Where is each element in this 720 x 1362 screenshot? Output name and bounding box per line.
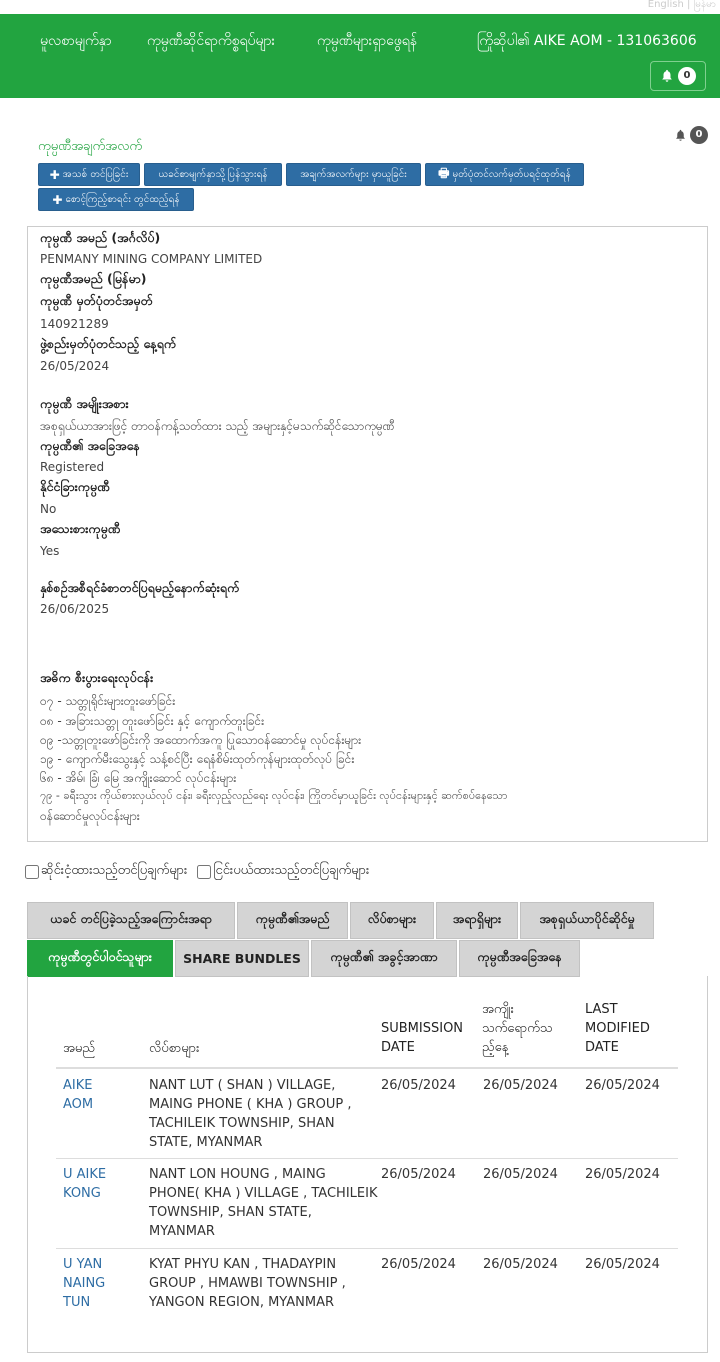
tab-filing-history[interactable]: ယခင် တင်ပြခဲ့သည့်အကြောင်းအရာ <box>27 902 235 939</box>
business-line: ဝန်ဆောင်မှုလုပ်ငန်းများ <box>40 809 140 823</box>
header-modified-line: MODIFIED <box>585 1021 650 1036</box>
tab-members[interactable]: ကုမ္ပဏီတွင်ပါဝင်သူများ <box>27 940 173 977</box>
reg-date-value: 26/05/2024 <box>40 359 110 373</box>
section-title: ကုမ္ပဏီအချက်အလက် <box>38 139 143 154</box>
reg-no-label: ကုမ္ပဏီ မှတ်ပုံတင်အမှတ် <box>40 293 153 308</box>
submission-date: 26/05/2024 <box>381 1167 456 1182</box>
rejected-label: ငြင်းပယ်ထားသည့်တင်ပြချက်များ <box>213 863 370 878</box>
annual-return-label: နှစ်စဉ်အစီရင်ခံစာတင်ပြရမည့်နောက်ဆုံးရက် <box>40 580 240 595</box>
tab-company-authority[interactable]: ကုမ္ပဏီ၏ အခွင့်အာဏာ <box>311 940 457 977</box>
row-divider <box>56 1248 678 1249</box>
rejected-filter[interactable] <box>197 862 369 881</box>
new-filing-label: အသစ် တင်ပြခြင်း <box>62 169 129 180</box>
header-effective <box>482 1000 552 1057</box>
member-name-line: U AIKE <box>63 1167 107 1182</box>
business-line: ၀၉ -သတ္တုတူးဖော်ခြင်းကို အထောက်အကူ ပြုသောဝန်ဆောင်မှု လုပ်ငန်းများ <box>40 733 362 747</box>
modified-date: 26/05/2024 <box>585 1257 660 1272</box>
address-line: YANGON REGION, MYANMAR <box>149 1295 334 1310</box>
top-navbar <box>0 14 720 98</box>
header-effective-line: အကျိုး <box>482 1002 514 1017</box>
address-line: MYANMAR <box>149 1224 215 1239</box>
member-address <box>149 1255 346 1312</box>
address-line: MAING PHONE ( KHA ) GROUP , <box>149 1097 352 1112</box>
business-label: အဓိက စီးပွားရေးလုပ်ငန်း <box>40 670 154 685</box>
member-name-line: KONG <box>63 1186 101 1201</box>
request-info-label: အချက်အလက်များ မှာယူခြင်း <box>300 169 407 180</box>
plus-icon: ✚ <box>49 167 60 182</box>
status-value: Registered <box>40 460 105 474</box>
small-company-label: အသေးစားကုမ္ပဏီ <box>40 521 121 536</box>
member-address <box>149 1076 351 1152</box>
address-line: KYAT PHYU KAN , THADAYPIN <box>149 1257 337 1272</box>
small-company-value: Yes <box>40 544 60 558</box>
reg-date-label: ဖွဲ့စည်းမှတ်ပုံတင်သည့် နေ့ရက် <box>40 336 177 351</box>
row-divider <box>56 1158 678 1159</box>
pending-label: ဆိုင်းငံ့ထားသည့်တင်ပြချက်များ <box>41 863 188 878</box>
business-line: ၀၈ - အခြားသတ္တု တူးဖော်ခြင်း နှင့် ကျောက်တူးခြင်း <box>40 714 265 728</box>
tab-addresses[interactable]: လိပ်စာများ <box>350 902 434 939</box>
language-switch: English | မြန်မာ <box>647 0 716 10</box>
nav-company-matters[interactable]: ကုမ္ပဏီဆိုင်ရာကိစ္စရပ်များ <box>147 33 276 49</box>
add-watchlist-label: စောင့်ကြည့်စာရင်း တွင်ထည့်ရန် <box>65 194 180 205</box>
tab-share-bundles[interactable]: SHARE BUNDLES <box>175 940 309 977</box>
plus-icon: ✚ <box>52 192 63 207</box>
business-line: ၁၉ - ကျောက်မီးသွေးနှင့် သန့်စင်ပြီး ရေနံစိမ်းထုတ်ကုန်များထုတ်လုပ် ခြင်း <box>40 752 355 766</box>
reg-no-value: 140921289 <box>40 317 109 331</box>
header-name: အမည် <box>63 1041 95 1056</box>
header-modified-line: DATE <box>585 1040 619 1055</box>
bell-icon <box>660 69 674 83</box>
type-label: ကုမ္ပဏီ အမျိုးအစား <box>40 396 129 411</box>
foreign-value: No <box>40 502 57 516</box>
effective-date: 26/05/2024 <box>483 1257 558 1272</box>
print-certificate-button[interactable] <box>425 163 584 186</box>
business-line: ၀၇ - သတ္တုရိုင်းများတူးဖော်ခြင်း <box>40 694 176 708</box>
header-modified <box>585 1000 650 1057</box>
member-address <box>149 1165 377 1241</box>
address-line: GROUP , HMAWBI TOWNSHIP , <box>149 1276 346 1291</box>
tab-shareholding[interactable]: အစုရှယ်ယာပိုင်ဆိုင်မှု <box>520 902 654 939</box>
effective-date: 26/05/2024 <box>483 1167 558 1182</box>
member-name-line: NAING <box>63 1276 106 1291</box>
filing-filters <box>25 862 369 881</box>
modified-date: 26/05/2024 <box>585 1167 660 1182</box>
pending-checkbox[interactable] <box>25 865 39 879</box>
notifications-button[interactable] <box>650 61 706 91</box>
company-details-panel <box>27 226 708 842</box>
member-name-link[interactable] <box>63 1165 106 1203</box>
pending-filter[interactable] <box>25 862 187 881</box>
modified-date: 26/05/2024 <box>585 1078 660 1093</box>
tab-company-name[interactable]: ကုမ္ပဏီ၏အမည် <box>237 902 348 939</box>
request-info-button[interactable] <box>286 163 421 186</box>
name-en-value: PENMANY MINING COMPANY LIMITED <box>40 252 263 266</box>
business-line: ၆၈ - အိမ်၊ ခြံ၊ မြေ အကျိုးဆောင် လုပ်ငန်းများ <box>40 771 237 785</box>
table-header-divider <box>56 1067 678 1069</box>
notification-count: 0 <box>678 67 696 85</box>
printer-icon: 🖶 <box>438 166 450 180</box>
member-name-link[interactable] <box>63 1076 93 1114</box>
rejected-checkbox[interactable] <box>197 865 211 879</box>
effective-date: 26/05/2024 <box>483 1078 558 1093</box>
address-line: STATE, MYANMAR <box>149 1135 263 1150</box>
add-watchlist-button[interactable] <box>38 188 194 211</box>
tab-officers[interactable]: အရာရှိများ <box>436 902 518 939</box>
name-mm-label: ကုမ္ပဏီအမည် (မြန်မာ) <box>40 271 147 286</box>
nav-home[interactable]: မူလစာမျက်နှာ <box>40 33 112 49</box>
tab-company-status[interactable]: ကုမ္ပဏီအခြေအနေ <box>459 940 580 977</box>
member-name-line: AIKE <box>63 1078 93 1093</box>
member-name-line: TUN <box>63 1295 91 1310</box>
status-label: ကုမ္ပဏီ၏ အခြေအနေ <box>40 438 140 453</box>
address-line: TOWNSHIP, SHAN STATE, <box>149 1205 312 1220</box>
header-submission <box>381 1019 463 1057</box>
new-filing-button[interactable] <box>38 163 140 186</box>
member-name-line: U YAN <box>63 1257 103 1272</box>
address-line: NANT LON HOUNG , MAING <box>149 1167 326 1182</box>
submission-date: 26/05/2024 <box>381 1078 456 1093</box>
lang-myanmar[interactable]: မြန်မာ <box>693 0 716 10</box>
back-label: ယခင်စာမျက်နှာသို့ပြန်သွားရန် <box>158 169 268 180</box>
header-submission-line: DATE <box>381 1040 415 1055</box>
header-address: လိပ်စာများ <box>149 1041 200 1056</box>
foreign-label: နိုင်ငံခြားကုမ္ပဏီ <box>40 479 110 494</box>
header-modified-line: LAST <box>585 1002 618 1017</box>
page-notification-count: 0 <box>690 126 708 144</box>
address-line: PHONE( KHA ) VILLAGE , TACHILEIK <box>149 1186 378 1201</box>
print-certificate-label: မှတ်ပုံတင်လက်မှတ်ပရင့်ထုတ်ရန် <box>452 169 571 180</box>
header-effective-line: ည့်နေ့ <box>482 1040 509 1055</box>
submission-date: 26/05/2024 <box>381 1257 456 1272</box>
type-value: အစုရှယ်ယာအားဖြင့် တာဝန်ကန့်သတ်ထား သည့် အများနှင့်မသက်ဆိုင်သောကုမ္ပဏီ <box>40 419 395 433</box>
name-en-label: ကုမ္ပဏီ အမည် (အင်္ဂလိပ်) <box>40 230 161 245</box>
annual-return-value: 26/06/2025 <box>40 602 110 616</box>
member-name-link[interactable] <box>63 1255 105 1312</box>
address-line: TACHILEIK TOWNSHIP, SHAN <box>149 1116 335 1131</box>
nav-company-search[interactable]: ကုမ္ပဏီများရှာဖွေရန် <box>317 33 418 49</box>
business-line: ၇၉ - ခရီးသွား ကိုယ်စားလှယ်လုပ် ငန်း၊ ခရီးလှည့်လည်ရေး လုပ်ငန်း၊ ကြိုတင်မှာယူခြင်း လုပ်ငန်းများနှင့် ဆက်စပ်နေသော <box>40 789 508 802</box>
member-name-line: AOM <box>63 1097 94 1112</box>
lang-english[interactable]: English <box>647 0 684 10</box>
header-submission-line: SUBMISSION <box>381 1021 464 1036</box>
header-effective-line: သက်ရောက်သ <box>482 1021 553 1036</box>
page-notifications[interactable] <box>674 126 708 144</box>
nav-welcome-user[interactable]: ကြိုဆိုပါ၏ AIKE AOM - 131063606 <box>477 33 697 49</box>
bell-icon <box>674 129 687 142</box>
back-button[interactable] <box>144 163 282 186</box>
address-line: NANT LUT ( SHAN ) VILLAGE, <box>149 1078 336 1093</box>
